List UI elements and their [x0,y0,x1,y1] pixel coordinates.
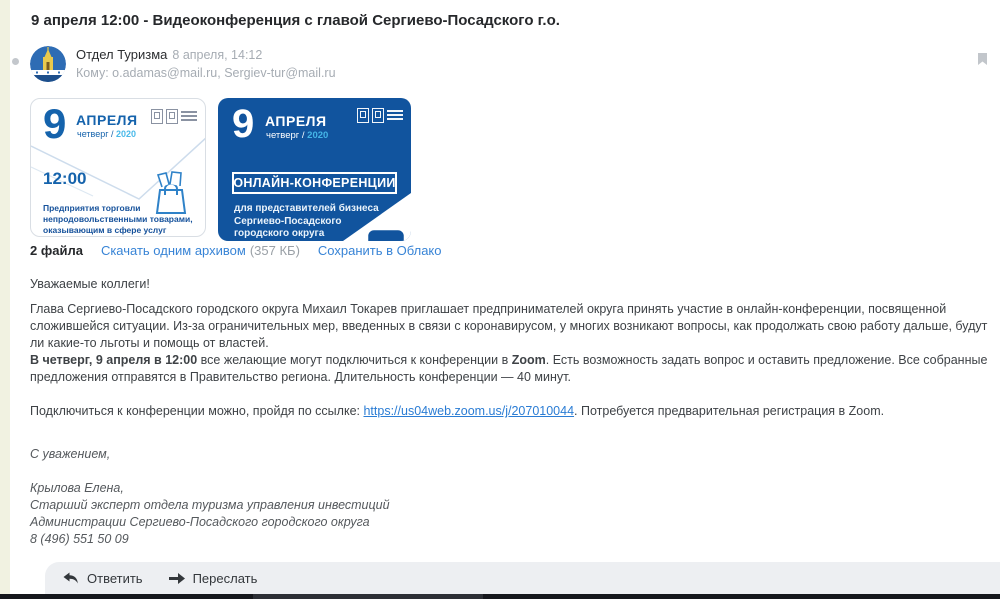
emblem-caption-lines [387,108,403,120]
monastery-logo-icon [30,46,66,82]
card1-caption-line: оказывающим в сфере услуг [43,225,167,235]
zoom-conference-link[interactable]: https://us04web.zoom.us/j/207010044 [363,404,575,418]
archive-size: (357 КБ) [249,243,300,258]
signature-title: Старший эксперт отдела туризма управления инвестиций [30,498,390,512]
paragraph-2-text: . Есть возможность задать вопрос и оставить предложение. Все собранные предложения отправятся в Правительство региона. Длительность конференции — 40 минут. [30,353,988,384]
sender-name[interactable]: Отдел Туризма [76,47,168,62]
paragraph-3-text: . Потребуется предварительная регистрация в Zoom. [574,404,885,418]
card2-caption-line: городского округа [234,228,325,239]
unread-indicator-dot [12,58,19,65]
taskbar-edge-segment [253,594,483,599]
card1-month: АПРЕЛЯ [76,112,138,128]
email-body [30,276,992,548]
card2-weekday-year [266,130,328,141]
attachment-image-1[interactable] [30,98,206,237]
attachment-thumbnails [30,98,411,241]
download-archive-link[interactable]: Скачать одним архивом [100,243,246,258]
taskbar-edge [0,594,1000,599]
attachments-footer [30,243,442,258]
emblem-caption-lines [181,109,197,121]
forward-label: Переслать [192,570,258,586]
card1-day: 9 [43,100,67,147]
emblem-icon [372,108,384,123]
card1-time: 12:00 [43,169,87,188]
reply-button[interactable] [63,571,143,586]
emblem-icon [357,108,369,123]
card2-caption-line: Сергиево-Посадского [234,215,342,227]
left-page-strip [0,0,10,599]
save-to-cloud-link[interactable]: Сохранить в Облако [317,243,442,258]
recipients-line: Кому: o.adamas@mail.ru, Sergiev-tur@mail.ru [76,66,336,80]
shopping-bag-icon [146,165,192,222]
attachments-count: 2 файла [30,243,83,258]
card2-caption-line: для представителей бизнеса [234,203,379,214]
paragraph-2-text: все желающие могут подключиться к конференции в [197,353,512,367]
paragraph-2-bold-date: В четверг, 9 апреля в 12:00 [30,353,198,367]
flag-bookmark-icon[interactable] [977,52,988,71]
email-date: 8 апреля, 14:12 [172,48,263,62]
card2-emblem-logos [357,108,403,123]
card1-caption-line: Предприятия торговли [43,203,141,213]
emblem-icon [151,109,163,124]
paragraph-1 [30,301,992,386]
card2-year: 2020 [307,130,329,141]
card1-year: 2020 [116,129,137,139]
reply-arrow-icon [63,572,79,585]
sender-row [76,47,262,62]
email-action-bar [45,562,1000,594]
card1-emblem-logos [151,109,197,124]
sender-avatar[interactable] [30,46,66,82]
greeting: Уважаемые коллеги! [30,277,150,291]
email-subject: 9 апреля 12:00 - Видеоконференция с главой Сергиево-Посадского г.о. [31,12,560,29]
attachment-image-2[interactable] [218,98,411,241]
closing-line: С уважением, [30,447,111,461]
card1-caption-line: непродовольственными товарами, [43,214,193,224]
card2-weekday: четверг / [266,130,305,141]
card2-month: АПРЕЛЯ [265,113,327,129]
paragraph-2-bold-zoom: Zoom [511,353,546,367]
envelope-corner-shape [341,191,411,241]
paragraph-3-text: Подключиться к конференции можно, пройдя по ссылке: [30,404,364,418]
emblem-icon [166,109,178,124]
card1-weekday: четверг / [77,129,114,139]
signature-name: Крылова Елена, [30,481,124,495]
paragraph-3 [30,403,992,420]
card1-weekday-year [77,129,136,139]
signature-org: Администрации Сергиево-Посадского городского округа [30,515,370,529]
signature-phone: 8 (496) 551 50 09 [30,532,129,546]
signature-block [30,480,992,548]
card2-day: 9 [232,102,255,146]
reply-label: Ответить [87,570,143,586]
paragraph-1-text: Глава Сергиево-Посадского городского округа Михаил Токарев приглашает предпринимателей округа принять участие в онлайн-конференции, посвященной сложившейся ситуации. Из-за ограничительных мер, введенных в связи с коронавирусом, у многих возникают вопросы, как продолжать свою работу дальше, будут ли какие-то льготы и помощь от властей. [30,302,988,350]
online-conference-banner: ОНЛАЙН-КОНФЕРЕНЦИИ [232,172,397,194]
forward-button[interactable] [169,571,258,586]
forward-arrow-icon [169,573,185,584]
